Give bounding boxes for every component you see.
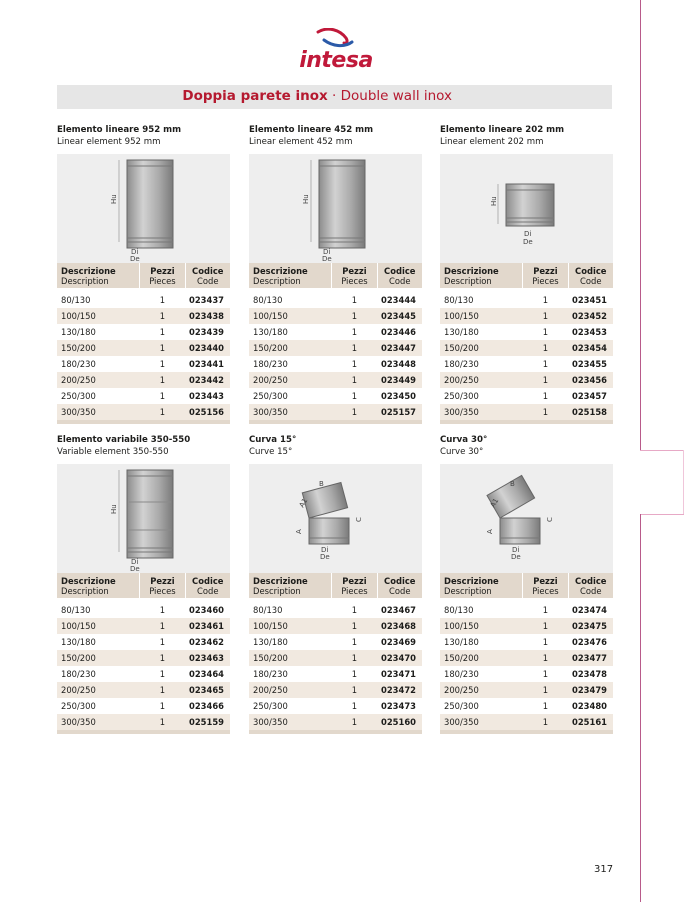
table-row [57,290,230,308]
size-cell: 80/130 [249,600,332,618]
pieces-cell: 1 [542,701,549,711]
code-cell: 023464 [189,669,224,679]
section-title-english: Variable element 350-550 [57,447,169,457]
size-cell: 300/350 [57,714,140,730]
col-header-description: Descrizione Description [440,573,523,600]
page-tab-bottom [640,514,684,515]
size-cell: 80/130 [57,290,140,308]
size-cell: 180/230 [61,669,96,679]
product-section-linear-202 [440,124,613,424]
size-cell: 100/150 [249,308,332,324]
table-row [57,324,230,340]
code-cell: 025158 [568,404,613,420]
table-row [440,666,613,682]
table-row [440,324,613,340]
pieces-cell: 1 [523,372,568,388]
table-row [249,714,422,730]
pieces-cell: 1 [140,600,185,618]
table-footer-bar [57,420,230,424]
pieces-cell: 1 [159,359,166,369]
section-title-italian: Curva 15° [249,435,297,445]
table-header-row [249,263,422,290]
pieces-cell: 1 [140,372,185,388]
svg-text:Hu: Hu [110,194,118,204]
pieces-cell: 1 [159,637,166,647]
section-title-english: Linear element 452 mm [249,137,353,147]
pieces-cell: 1 [159,669,166,679]
svg-text:C: C [355,517,363,522]
code-cell: 023471 [381,669,416,679]
swoosh-icon [314,28,358,50]
size-cell: 130/180 [253,637,288,647]
product-diagram [57,154,230,263]
table-footer-bar [249,420,422,424]
page-edge-line [640,0,641,451]
svg-text:C: C [546,517,554,522]
section-title-english: Curve 15° [249,447,293,457]
svg-text:Di: Di [131,248,139,256]
page-edge-line-lower [640,514,641,902]
size-cell: 150/200 [440,340,523,356]
code-cell: 023448 [381,359,416,369]
code-cell: 023441 [189,359,224,369]
code-cell: 023463 [185,650,230,666]
table-header-row [440,263,613,290]
size-cell: 250/300 [61,391,96,401]
code-cell: 023443 [189,391,224,401]
size-cell: 150/200 [57,340,140,356]
svg-text:Di: Di [323,248,331,256]
code-cell: 023479 [568,682,613,698]
pieces-cell: 1 [159,701,166,711]
product-table [249,263,422,424]
product-section-curve-30 [440,434,613,734]
code-cell: 023444 [377,290,422,308]
pieces-cell: 1 [523,340,568,356]
size-cell: 200/250 [57,372,140,388]
table-row [57,618,230,634]
size-cell: 150/200 [57,650,140,666]
size-cell: 300/350 [249,404,332,420]
page-title-banner [57,85,612,109]
pieces-cell: 1 [140,714,185,730]
table-row [440,356,613,372]
size-cell: 300/350 [440,404,523,420]
table-row [57,600,230,618]
pieces-cell: 1 [140,308,185,324]
code-cell: 023445 [377,308,422,324]
size-cell: 130/180 [444,637,479,647]
table-row [249,324,422,340]
code-cell: 023465 [185,682,230,698]
section-title-italian: Elemento variabile 350-550 [57,435,191,445]
pieces-cell: 1 [542,637,549,647]
col-header-code: Codice Code [568,573,613,600]
table-header-row [57,263,230,290]
col-header-code: Codice Code [377,573,422,600]
table-row [440,372,613,388]
size-cell: 100/150 [57,308,140,324]
product-diagram [249,154,422,263]
pieces-cell: 1 [332,714,377,730]
size-cell: 80/130 [440,600,523,618]
table-row [57,388,230,404]
col-header-description: Descrizione Description [57,573,140,600]
svg-text:Di: Di [321,546,329,554]
table-row [57,634,230,650]
code-cell: 023437 [185,290,230,308]
page-number: 317 [594,864,614,875]
code-cell: 023473 [381,701,416,711]
code-cell: 023472 [377,682,422,698]
product-table [440,263,613,424]
svg-text:Di: Di [524,230,532,238]
product-table [57,573,230,734]
table-row [249,290,422,308]
table-row [57,682,230,698]
table-row [249,698,422,714]
code-cell: 023449 [377,372,422,388]
page-title-italian: Doppia parete inox [182,88,328,104]
intesa-logo [296,28,376,80]
table-row [249,682,422,698]
pieces-cell: 1 [332,308,377,324]
code-cell: 023438 [185,308,230,324]
code-cell: 023447 [377,340,422,356]
size-cell: 300/350 [249,714,332,730]
table-row [249,634,422,650]
table-row [57,666,230,682]
pieces-cell: 1 [542,327,549,337]
pieces-cell: 1 [351,669,358,679]
size-cell: 100/150 [440,308,523,324]
pieces-cell: 1 [332,600,377,618]
table-row [440,634,613,650]
table-row [249,600,422,618]
col-header-code: Codice Code [568,263,613,290]
size-cell: 250/300 [253,701,288,711]
table-row [57,308,230,324]
code-cell: 023474 [568,600,613,618]
table-row [440,714,613,730]
pieces-cell: 1 [332,618,377,634]
product-diagram [440,464,613,573]
pieces-cell: 1 [351,637,358,647]
code-cell: 023457 [572,391,607,401]
logo-wordmark: intesa [299,48,373,73]
table-row [57,404,230,420]
col-header-code: Codice Code [185,263,230,290]
pieces-cell: 1 [140,290,185,308]
pieces-cell: 1 [542,359,549,369]
svg-text:Hu: Hu [110,504,118,514]
size-cell: 130/180 [444,327,479,337]
code-cell: 023442 [185,372,230,388]
table-row [440,600,613,618]
pieces-cell: 1 [140,618,185,634]
pieces-cell: 1 [332,290,377,308]
size-cell: 180/230 [253,669,288,679]
table-header-row [249,573,422,600]
size-cell: 250/300 [444,391,479,401]
svg-text:B: B [510,480,515,488]
size-cell: 80/130 [249,290,332,308]
table-header-row [440,573,613,600]
size-cell: 180/230 [253,359,288,369]
code-cell: 025160 [377,714,422,730]
table-header-row [57,573,230,600]
page-tab-top [640,450,684,451]
col-header-description: Descrizione Description [440,263,523,290]
code-cell: 025157 [377,404,422,420]
size-cell: 180/230 [444,669,479,679]
svg-text:A1: A1 [297,496,310,509]
table-row [440,308,613,324]
table-row [57,698,230,714]
code-cell: 023475 [568,618,613,634]
code-cell: 023480 [572,701,607,711]
size-cell: 250/300 [61,701,96,711]
size-cell: 150/200 [249,650,332,666]
table-row [440,340,613,356]
table-row [57,714,230,730]
col-header-pieces: Pezzi Pieces [523,263,568,290]
size-cell: 250/300 [444,701,479,711]
svg-text:Di: Di [131,558,139,566]
size-cell: 130/180 [253,327,288,337]
code-cell: 023461 [185,618,230,634]
page-tab-side [683,450,684,515]
table-row [249,372,422,388]
code-cell: 023454 [568,340,613,356]
size-cell: 130/180 [61,327,96,337]
product-section-linear-952 [57,124,230,424]
col-header-pieces: Pezzi Pieces [523,573,568,600]
size-cell: 200/250 [249,682,332,698]
pieces-cell: 1 [351,359,358,369]
code-cell: 023477 [568,650,613,666]
pieces-cell: 1 [351,701,358,711]
code-cell: 025161 [568,714,613,730]
size-cell: 150/200 [249,340,332,356]
code-cell: 023446 [381,327,416,337]
svg-text:De: De [320,553,330,561]
code-cell: 023476 [572,637,607,647]
pieces-cell: 1 [140,404,185,420]
table-row [440,388,613,404]
section-title-italian: Elemento lineare 202 mm [440,125,565,135]
size-cell: 300/350 [57,404,140,420]
table-row [440,682,613,698]
size-cell: 150/200 [440,650,523,666]
product-table [249,573,422,734]
table-footer-bar [57,730,230,734]
section-title-english: Linear element 202 mm [440,137,544,147]
section-title-english: Curve 30° [440,447,484,457]
svg-text:A: A [486,529,494,534]
code-cell: 023460 [185,600,230,618]
code-cell: 023455 [572,359,607,369]
size-cell: 80/130 [57,600,140,618]
svg-text:De: De [523,238,533,246]
table-footer-bar [249,730,422,734]
svg-text:De: De [511,553,521,561]
size-cell: 130/180 [61,637,96,647]
pieces-cell: 1 [159,327,166,337]
table-row [57,372,230,388]
pieces-cell: 1 [332,650,377,666]
col-header-pieces: Pezzi Pieces [140,263,185,290]
pieces-cell: 1 [523,290,568,308]
pieces-cell: 1 [351,327,358,337]
size-cell: 100/150 [57,618,140,634]
size-cell: 200/250 [249,372,332,388]
code-cell: 023456 [568,372,613,388]
size-cell: 200/250 [440,372,523,388]
product-table [440,573,613,734]
pieces-cell: 1 [140,682,185,698]
code-cell: 023462 [189,637,224,647]
pieces-cell: 1 [159,391,166,401]
col-header-description: Descrizione Description [249,263,332,290]
title-separator: · [332,88,337,104]
table-row [57,356,230,372]
pieces-cell: 1 [523,404,568,420]
product-diagram [249,464,422,573]
product-table [57,263,230,424]
product-section-curve-15 [249,434,422,734]
table-footer-bar [440,730,613,734]
size-cell: 180/230 [444,359,479,369]
size-cell: 180/230 [61,359,96,369]
size-cell: 100/150 [440,618,523,634]
code-cell: 023450 [381,391,416,401]
svg-text:B: B [319,480,324,488]
svg-text:A1: A1 [488,496,501,509]
svg-text:Hu: Hu [490,196,498,206]
svg-text:De: De [322,255,332,263]
table-row [57,650,230,666]
table-row [57,340,230,356]
table-row [440,618,613,634]
table-footer-bar [440,420,613,424]
pieces-cell: 1 [523,600,568,618]
code-cell: 025159 [185,714,230,730]
table-row [249,388,422,404]
table-row [249,308,422,324]
code-cell: 023440 [185,340,230,356]
svg-text:Di: Di [512,546,520,554]
pieces-cell: 1 [332,682,377,698]
section-title-italian: Elemento lineare 952 mm [57,125,182,135]
table-row [249,618,422,634]
product-section-variable [57,434,230,734]
section-title-italian: Elemento lineare 452 mm [249,125,374,135]
code-cell: 025156 [185,404,230,420]
size-cell: 300/350 [440,714,523,730]
product-diagram [57,464,230,573]
page-title-english: Double wall inox [340,88,452,104]
table-row [440,404,613,420]
code-cell: 023466 [189,701,224,711]
col-header-pieces: Pezzi Pieces [332,263,377,290]
table-row [249,356,422,372]
pieces-cell: 1 [542,669,549,679]
table-row [249,340,422,356]
code-cell: 023469 [381,637,416,647]
size-cell: 250/300 [253,391,288,401]
table-row [249,404,422,420]
code-cell: 023453 [572,327,607,337]
section-title-italian: Curva 30° [440,435,488,445]
pieces-cell: 1 [332,372,377,388]
pieces-cell: 1 [523,618,568,634]
pieces-cell: 1 [332,340,377,356]
table-row [440,650,613,666]
size-cell: 80/130 [440,290,523,308]
product-section-linear-452 [249,124,422,424]
pieces-cell: 1 [140,650,185,666]
svg-text:A: A [295,529,303,534]
svg-text:Hu: Hu [302,194,310,204]
col-header-code: Codice Code [185,573,230,600]
pieces-cell: 1 [523,714,568,730]
code-cell: 023470 [377,650,422,666]
col-header-pieces: Pezzi Pieces [332,573,377,600]
col-header-description: Descrizione Description [249,573,332,600]
code-cell: 023467 [377,600,422,618]
size-cell: 100/150 [249,618,332,634]
table-row [249,666,422,682]
svg-text:De: De [130,565,140,573]
code-cell: 023439 [189,327,224,337]
pieces-cell: 1 [523,682,568,698]
pieces-cell: 1 [332,404,377,420]
product-diagram [440,154,613,263]
size-cell: 200/250 [440,682,523,698]
table-row [440,698,613,714]
svg-text:De: De [130,255,140,263]
code-cell: 023468 [377,618,422,634]
code-cell: 023452 [568,308,613,324]
table-row [440,290,613,308]
code-cell: 023451 [568,290,613,308]
size-cell: 200/250 [57,682,140,698]
pieces-cell: 1 [351,391,358,401]
table-row [249,650,422,666]
pieces-cell: 1 [542,391,549,401]
col-header-description: Descrizione Description [57,263,140,290]
pieces-cell: 1 [140,340,185,356]
col-header-code: Codice Code [377,263,422,290]
section-title-english: Linear element 952 mm [57,137,161,147]
col-header-pieces: Pezzi Pieces [140,573,185,600]
code-cell: 023478 [572,669,607,679]
pieces-cell: 1 [523,308,568,324]
pieces-cell: 1 [523,650,568,666]
